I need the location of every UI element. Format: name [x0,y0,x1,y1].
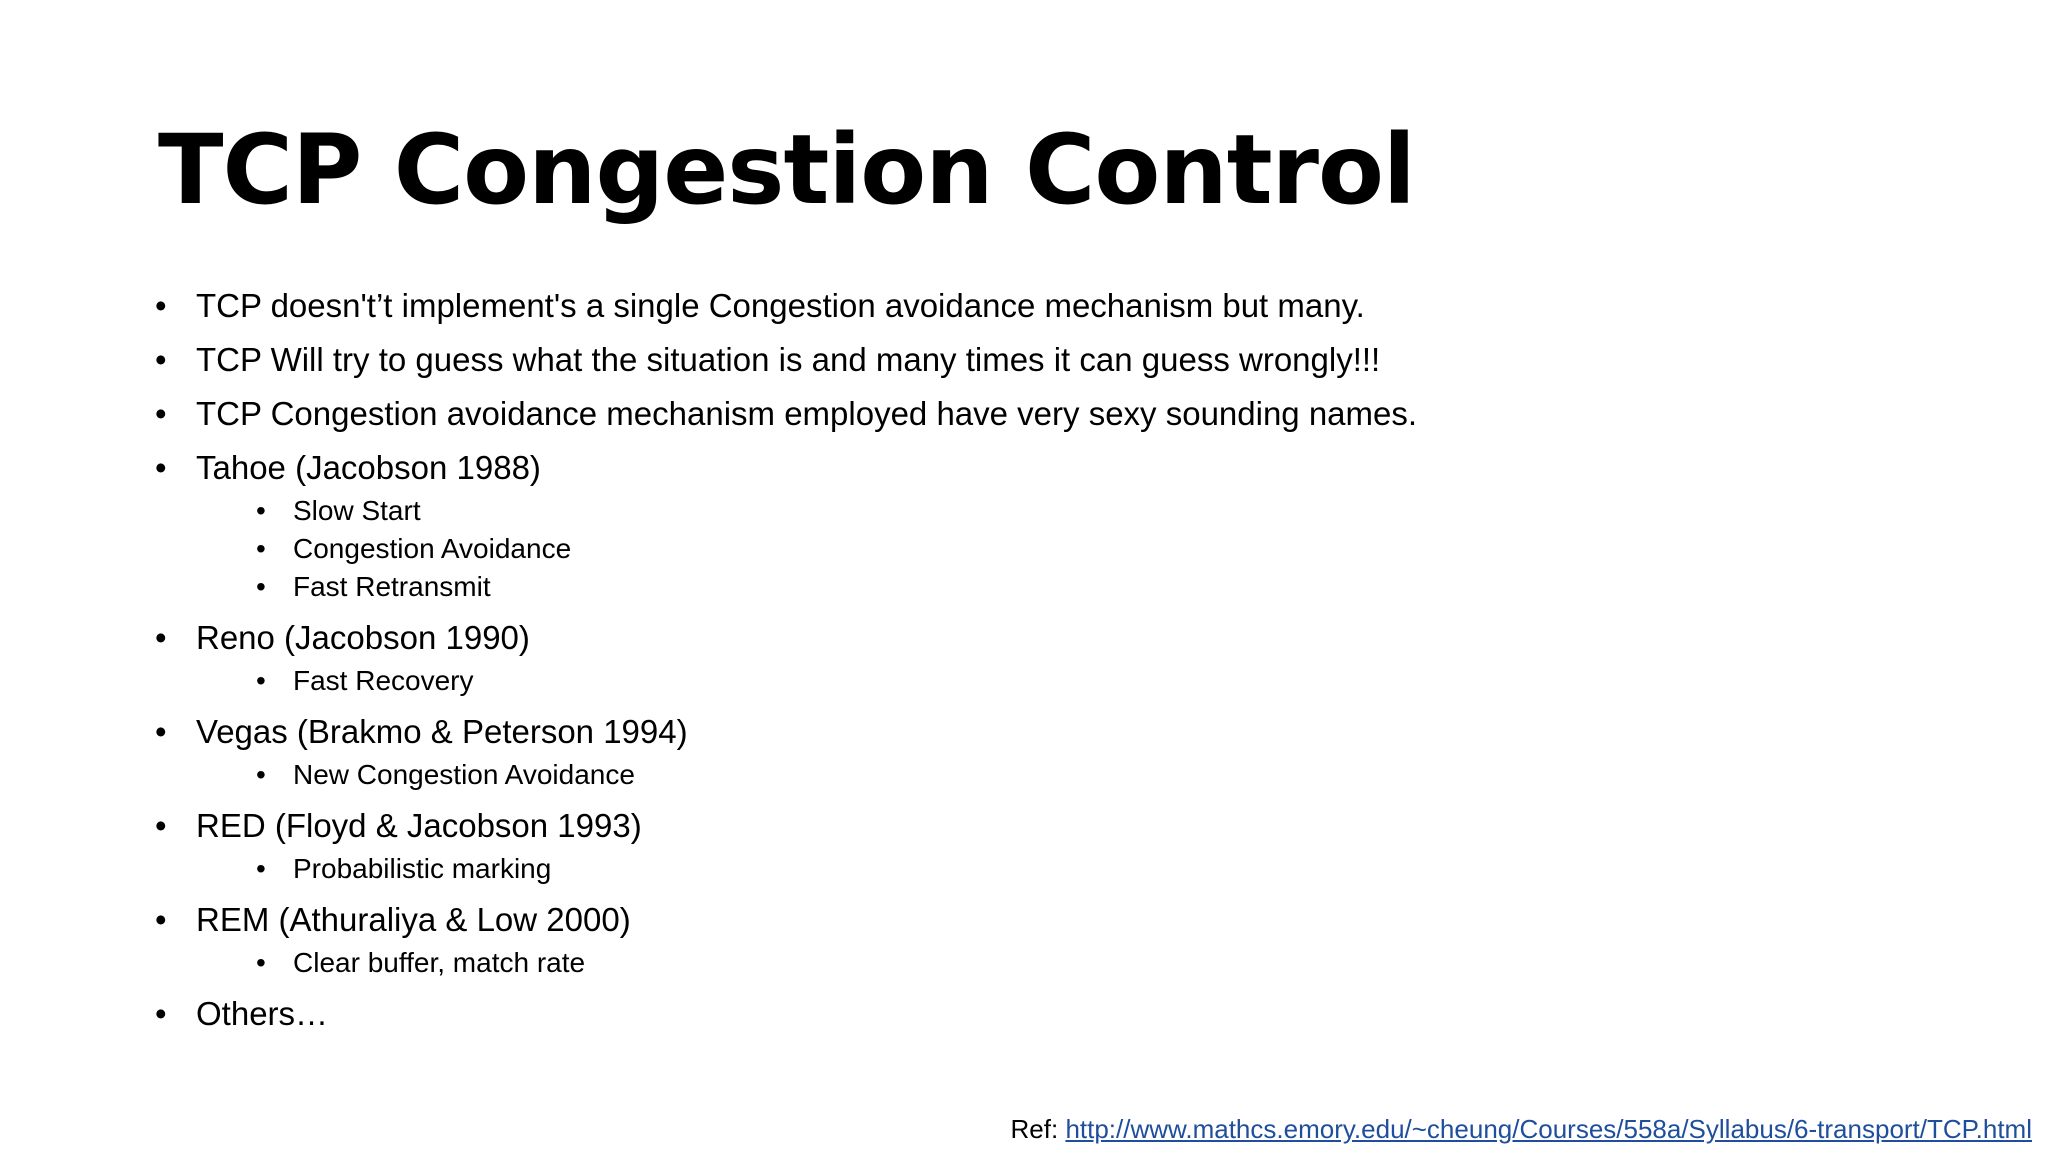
sub-bullet-item: • Congestion Avoidance [256,530,1955,568]
sub-bullet-item: • Clear buffer, match rate [256,944,1955,982]
reference-label: Ref: [1010,1114,1059,1144]
bullet-item: • TCP doesn't’t implement's a single Congestion avoidance mechanism but many. [155,284,1955,328]
sub-bullet-item: • Probabilistic marking [256,850,1955,888]
bullet-item-tahoe: • Tahoe (Jacobson 1988) [155,446,1955,490]
bullet-item-vegas: • Vegas (Brakmo & Peterson 1994) [155,710,1955,754]
bullet-item-rem: • REM (Athuraliya & Low 2000) [155,898,1955,942]
sub-bullet-item: • Fast Retransmit [256,568,1955,606]
slide-title: TCP Congestion Control [158,114,1415,226]
sub-bullet-item: • Slow Start [256,492,1955,530]
reference [1011,1112,2032,1146]
bullet-list [155,284,1955,1036]
bullet-item-red: • RED (Floyd & Jacobson 1993) [155,804,1955,848]
reference-link[interactable]: http://www.mathcs.emory.edu/~cheung/Courses/558a/Syllabus/6-transport/TCP.html [1065,1114,2032,1144]
sub-bullet-item: • Fast Recovery [256,662,1955,700]
sub-bullet-item: • New Congestion Avoidance [256,756,1955,794]
bullet-item: • TCP Congestion avoidance mechanism employed have very sexy sounding names. [155,392,1955,436]
bullet-item-reno: • Reno (Jacobson 1990) [155,616,1955,660]
bullet-item: • TCP Will try to guess what the situation is and many times it can guess wrongly!!! [155,338,1955,382]
bullet-item-others: • Others… [155,992,1955,1036]
